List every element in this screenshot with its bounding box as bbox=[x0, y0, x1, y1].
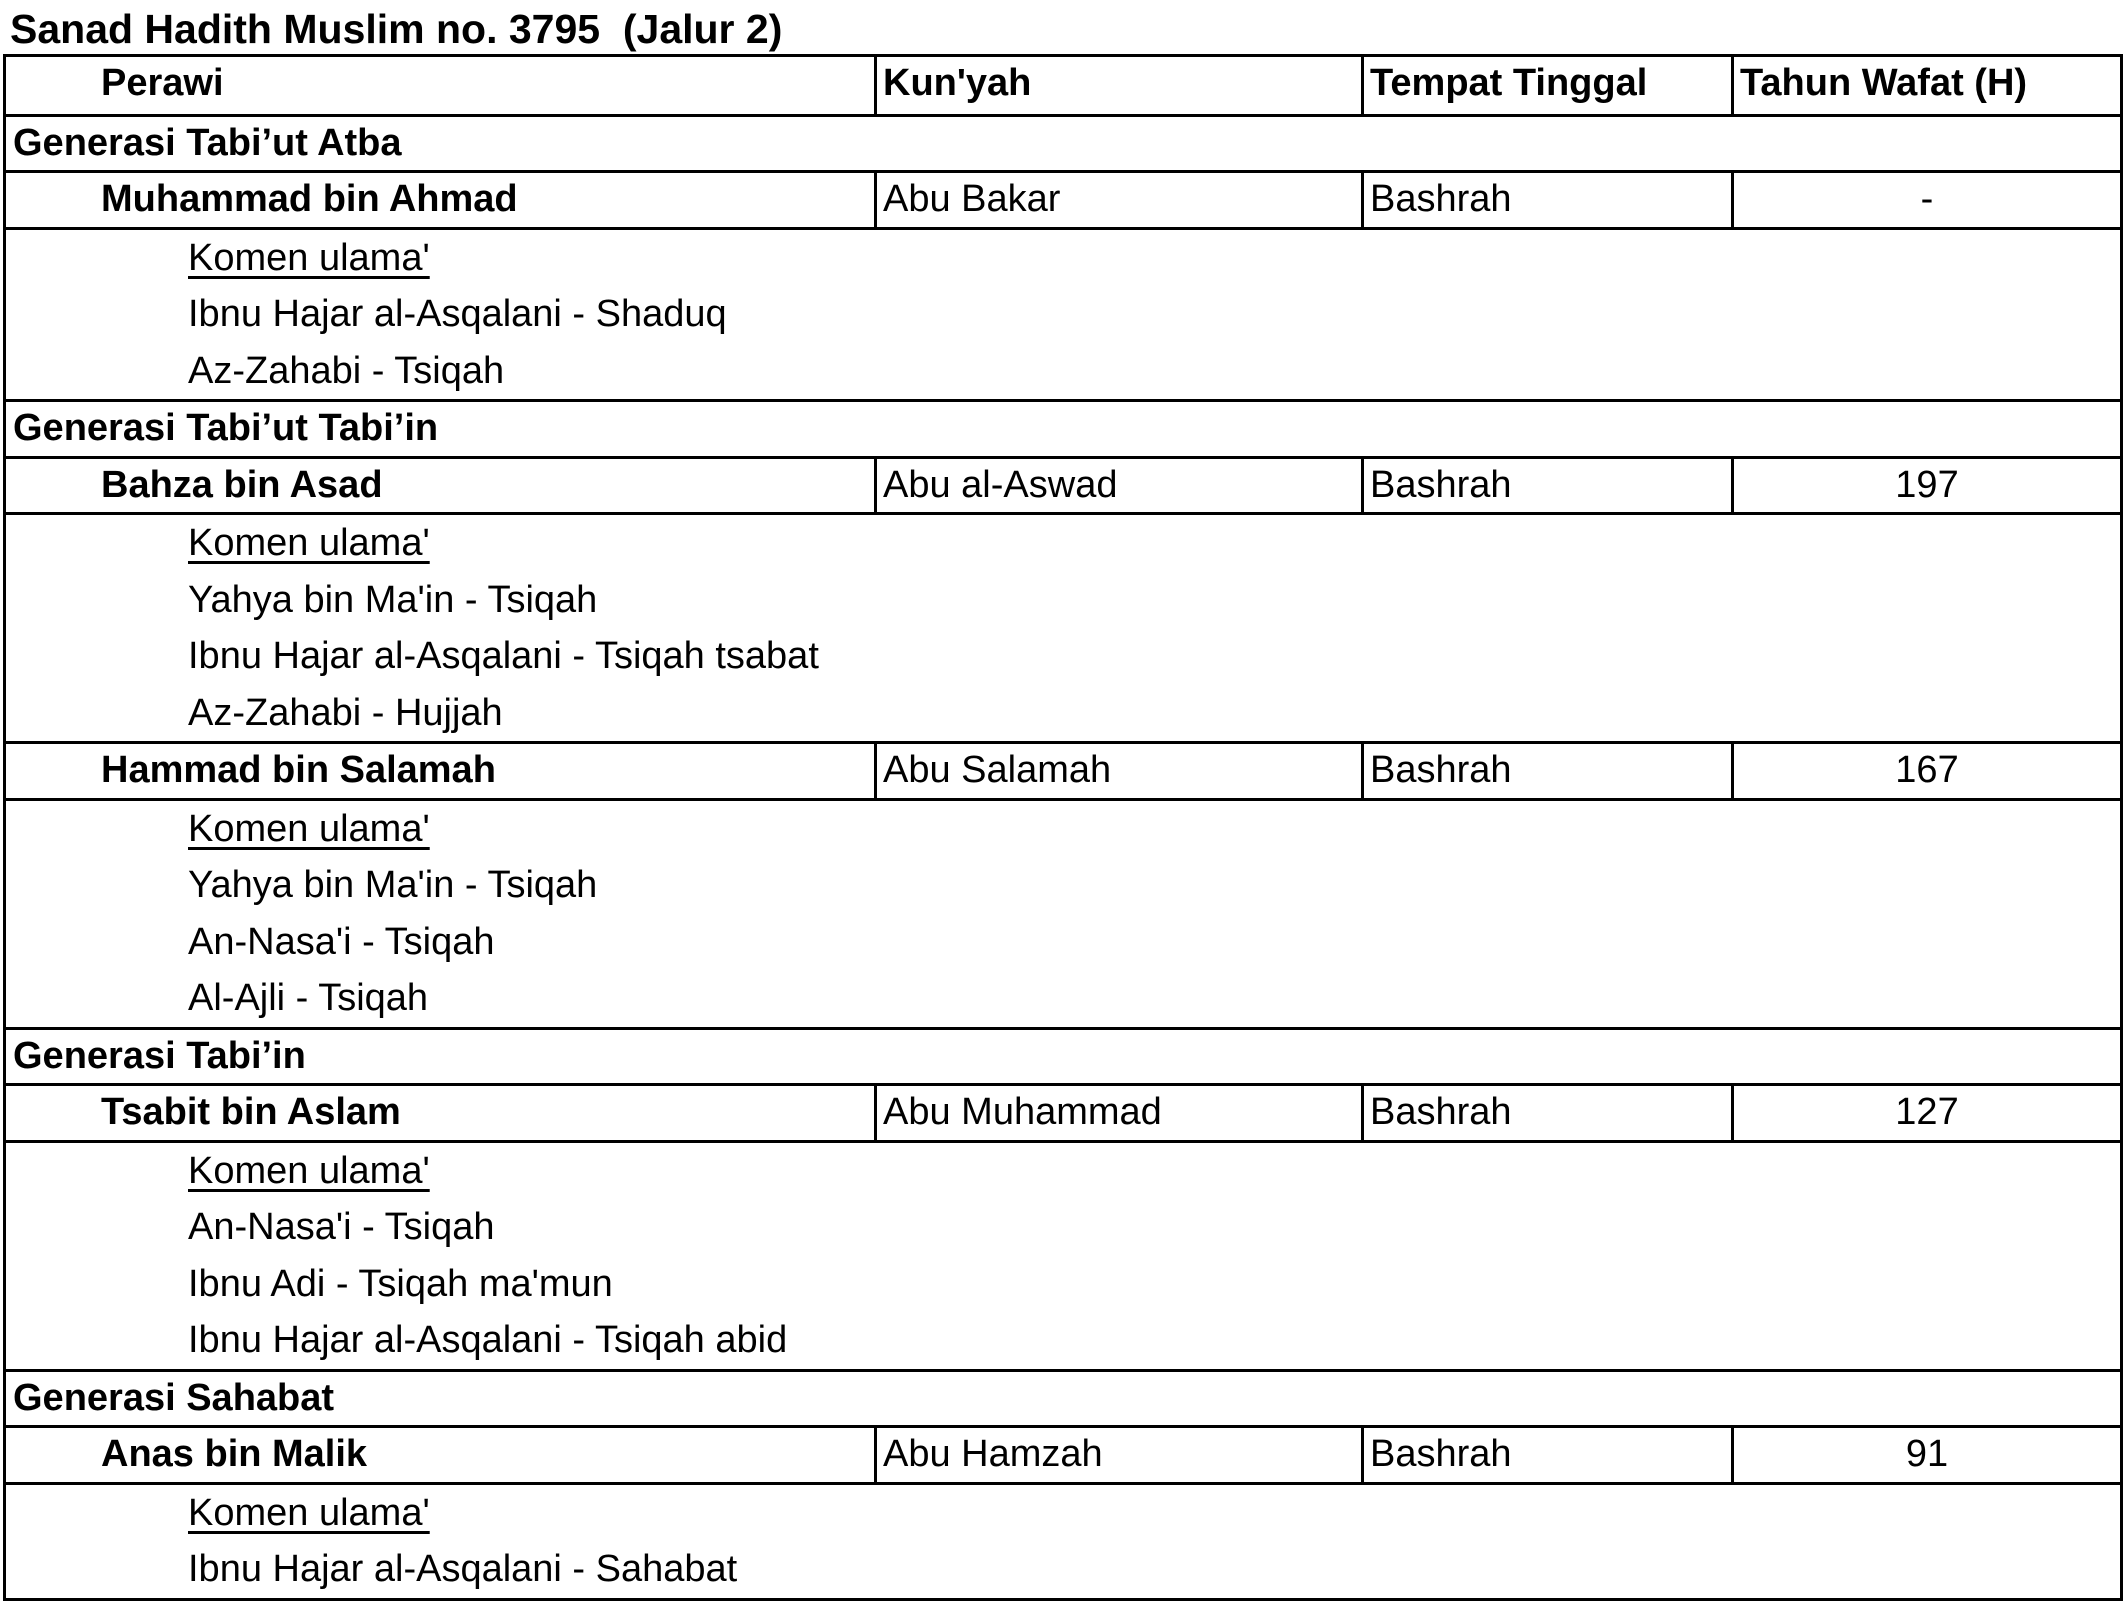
comment-line: An-Nasa'i - Tsiqah bbox=[188, 1206, 495, 1248]
narrator-name: Bahza bin Asad bbox=[6, 459, 877, 513]
narrator-row bbox=[6, 1083, 2120, 1140]
header-tahun-wafat: Tahun Wafat (H) bbox=[1740, 62, 2028, 104]
page-title: Sanad Hadith Muslim no. 3795 (Jalur 2) bbox=[10, 6, 783, 52]
comment-line: Ibnu Hajar al-Asqalani - Tsiqah tsabat bbox=[188, 635, 819, 677]
comment-line: Ibnu Hajar al-Asqalani - Sahabat bbox=[188, 1548, 738, 1590]
generation-row bbox=[6, 399, 2120, 456]
narrator-kunyah: Abu Muhammad bbox=[877, 1086, 1364, 1140]
comment-line: Ibnu Adi - Tsiqah ma'mun bbox=[188, 1262, 613, 1305]
comments-label: Komen ulama' bbox=[188, 1491, 430, 1534]
generation-label: Generasi Tabi’ut Atba bbox=[13, 121, 402, 164]
narrator-tahun-wafat: - bbox=[1920, 178, 1934, 220]
generation-label: Generasi Sahabat bbox=[13, 1376, 335, 1419]
narrator-name: Muhammad bin Ahmad bbox=[6, 173, 877, 227]
narrator-tempat-tinggal: Bashrah bbox=[1364, 173, 1734, 227]
narrator-row bbox=[6, 456, 2120, 513]
narrator-tempat-tinggal: Bashrah bbox=[1364, 1428, 1734, 1482]
header-kunyah: Kun'yah bbox=[877, 57, 1364, 114]
narrator-row bbox=[6, 170, 2120, 227]
comments-label: Komen ulama' bbox=[188, 236, 430, 279]
narrator-tahun-wafat: 91 bbox=[1905, 1433, 1949, 1475]
narrator-kunyah: Abu al-Aswad bbox=[877, 459, 1364, 513]
narrator-row bbox=[6, 1425, 2120, 1482]
comment-line: Ibnu Hajar al-Asqalani - Shaduq bbox=[188, 293, 727, 335]
narrator-name: Tsabit bin Aslam bbox=[6, 1086, 877, 1140]
narrator-kunyah: Abu Bakar bbox=[877, 173, 1364, 227]
header-perawi: Perawi bbox=[6, 57, 877, 114]
comment-line: Al-Ajli - Tsiqah bbox=[188, 977, 429, 1019]
comments-label: Komen ulama' bbox=[188, 807, 430, 850]
narrator-tempat-tinggal: Bashrah bbox=[1364, 459, 1734, 513]
comments-block bbox=[6, 798, 2120, 1027]
narrator-row bbox=[6, 741, 2120, 798]
comments-block bbox=[6, 1482, 2120, 1598]
generation-label: Generasi Tabi’ut Tabi’in bbox=[13, 407, 439, 449]
comment-line: Az-Zahabi - Hujjah bbox=[188, 691, 503, 734]
comment-line: Az-Zahabi - Tsiqah bbox=[188, 349, 505, 392]
table-header-row bbox=[6, 57, 2120, 114]
narrator-tahun-wafat: 197 bbox=[1895, 463, 1959, 506]
comment-line: An-Nasa'i - Tsiqah bbox=[188, 920, 495, 963]
generation-row bbox=[6, 1027, 2120, 1084]
comment-line: Yahya bin Ma'in - Tsiqah bbox=[188, 578, 598, 621]
comments-label: Komen ulama' bbox=[188, 522, 430, 564]
generation-row bbox=[6, 1369, 2120, 1426]
sanad-table bbox=[3, 54, 2123, 1601]
comments-block bbox=[6, 512, 2120, 741]
narrator-kunyah: Abu Salamah bbox=[877, 744, 1364, 798]
narrator-name: Hammad bin Salamah bbox=[6, 744, 877, 798]
comments-block bbox=[6, 227, 2120, 400]
narrator-tahun-wafat: 167 bbox=[1895, 749, 1959, 791]
comment-line: Ibnu Hajar al-Asqalani - Tsiqah abid bbox=[188, 1319, 788, 1361]
comment-line: Yahya bin Ma'in - Tsiqah bbox=[188, 864, 598, 906]
narrator-tahun-wafat: 127 bbox=[1895, 1091, 1959, 1133]
narrator-tempat-tinggal: Bashrah bbox=[1364, 744, 1734, 798]
generation-row bbox=[6, 114, 2120, 171]
narrator-kunyah: Abu Hamzah bbox=[877, 1428, 1364, 1482]
generation-label: Generasi Tabi’in bbox=[13, 1034, 306, 1077]
comments-label: Komen ulama' bbox=[188, 1149, 430, 1192]
narrator-tempat-tinggal: Bashrah bbox=[1364, 1086, 1734, 1140]
narrator-name: Anas bin Malik bbox=[6, 1428, 877, 1482]
comments-block bbox=[6, 1140, 2120, 1369]
header-tempat-tinggal: Tempat Tinggal bbox=[1364, 57, 1734, 114]
